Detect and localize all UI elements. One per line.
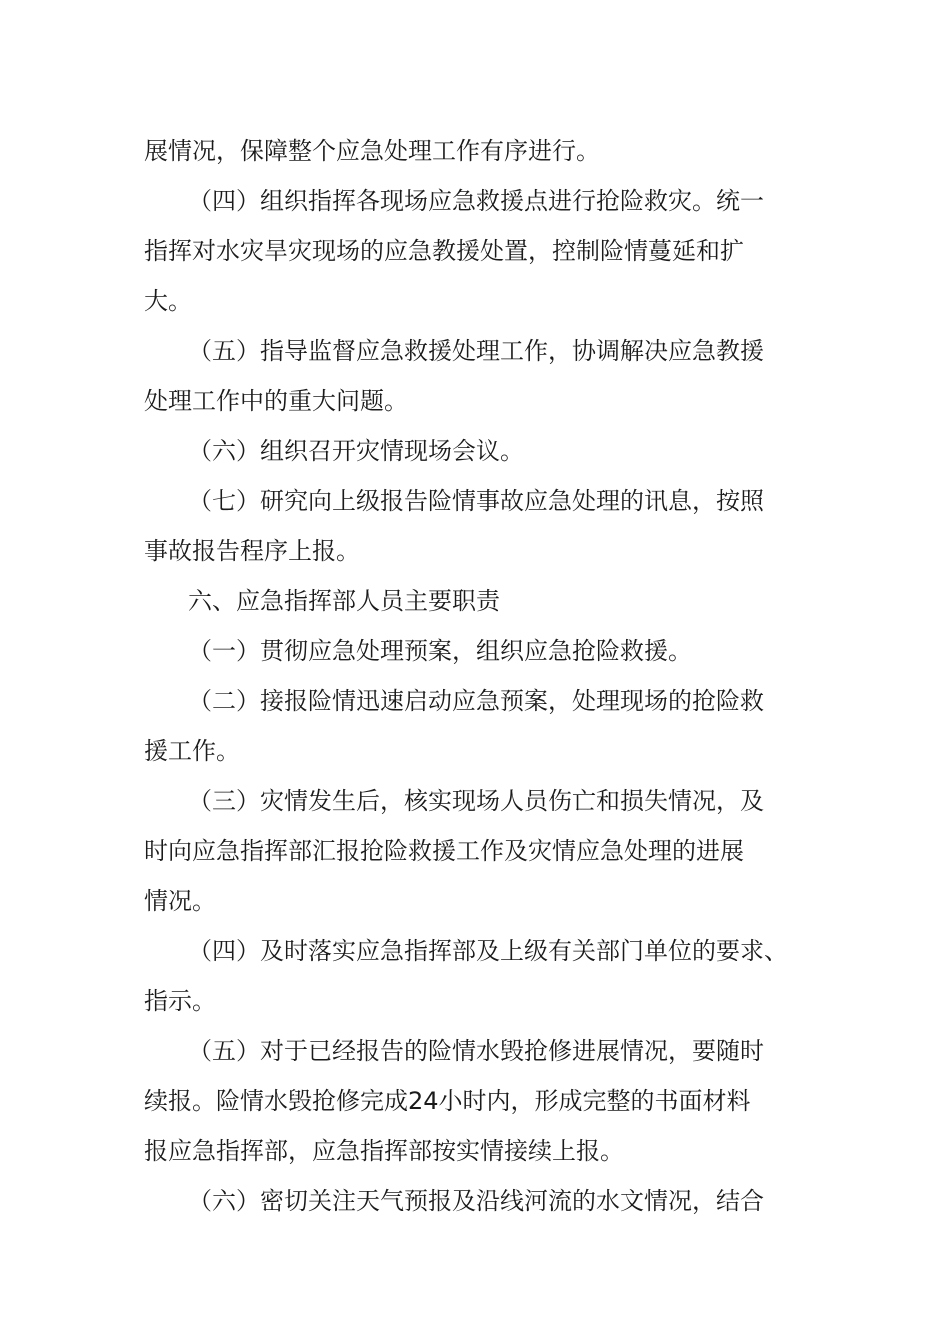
text-line: 指挥对水灾旱灾现场的应急教援处置，控制险情蔓延和扩 bbox=[144, 237, 744, 265]
text-line: 援工作。 bbox=[144, 737, 240, 765]
text-line: （四）及时落实应急指挥部及上级有关部门单位的要求、 bbox=[188, 937, 788, 965]
text-line: （五）对于已经报告的险情水毁抢修进展情况，要随时 bbox=[188, 1037, 764, 1065]
text-line: 续报。险情水毁抢修完成24小时内，形成完整的书面材料 bbox=[144, 1087, 751, 1115]
text-line: 处理工作中的重大问题。 bbox=[144, 387, 408, 415]
text-line: （二）接报险情迅速启动应急预案，处理现场的抢险救 bbox=[188, 687, 764, 715]
text-line: 大。 bbox=[144, 287, 192, 315]
text-line: （六）组织召开灾情现场会议。 bbox=[188, 437, 524, 465]
text-line: （七）研究向上级报告险情事故应急处理的讯息，按照 bbox=[188, 487, 764, 515]
text-line: （六）密切关注天气预报及沿线河流的水文情况，结合 bbox=[188, 1187, 764, 1215]
text-line: （四）组织指挥各现场应急救援点进行抢险救灾。统一 bbox=[188, 187, 764, 215]
text-line: 指示。 bbox=[144, 987, 216, 1015]
text-line: （三）灾情发生后，核实现场人员伤亡和损失情况，及 bbox=[188, 787, 764, 815]
text-line: 时向应急指挥部汇报抢险救援工作及灾情应急处理的进展 bbox=[144, 837, 744, 865]
text-line: 报应急指挥部，应急指挥部按实情接续上报。 bbox=[144, 1137, 624, 1165]
document-body bbox=[144, 126, 816, 1226]
text-line: 情况。 bbox=[144, 887, 216, 915]
text-line: （一）贯彻应急处理预案，组织应急抢险救援。 bbox=[188, 637, 692, 665]
section-heading: 六、应急指挥部人员主要职责 bbox=[188, 587, 500, 615]
text-line: 事故报告程序上报。 bbox=[144, 537, 360, 565]
text-line: （五）指导监督应急救援处理工作，协调解决应急教援 bbox=[188, 337, 764, 365]
text-line: 展情况，保障整个应急处理工作有序进行。 bbox=[144, 137, 600, 165]
